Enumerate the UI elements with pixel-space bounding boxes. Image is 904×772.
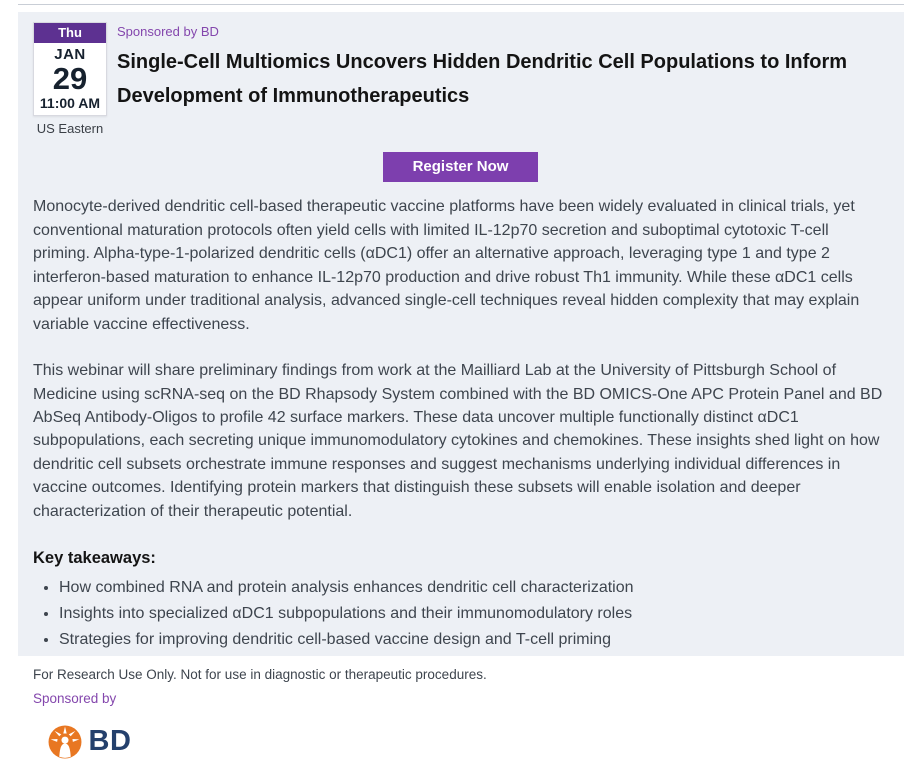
title-column [117, 22, 888, 114]
research-use-disclaimer: For Research Use Only. Not for use in diagnostic or therapeutic procedures. [33, 667, 888, 682]
description-paragraph-2: This webinar will share preliminary findings from work at the Mailliard Lab at the University of Pittsburgh School of Medicine using scRNA-seq on the BD Rhapsody System combined with the BD OMICS-One APC Protein Panel and BD AbSeq Antibody-Oligos to profile 42 surface markers. These data uncover multiple functionally distinct αDC1 subpopulations, each secreting unique immunomodulatory cytokines and chemokines. These insights shed light on how dendritic cell subsets orchestrate immune responses and suggest mechanisms underlying individual differences in vaccine outcomes. Identifying protein markers that distinguish these subsets will enable isolation and deeper characterization of their therapeutic potential. [33, 359, 888, 523]
top-divider [18, 4, 904, 5]
event-date-badge [33, 22, 107, 116]
event-day-number: 29 [34, 64, 106, 93]
webinar-page [18, 12, 904, 656]
event-weekday: Thu [34, 23, 106, 43]
webinar-header [33, 22, 888, 136]
sponsored-by-bd-link[interactable]: Sponsored by BD [117, 24, 219, 39]
event-time: 11:00 AM [34, 93, 106, 115]
webinar-title: Single-Cell Multiomics Uncovers Hidden Dendritic Cell Populations to Inform Development of Immunotherapeutics [117, 45, 888, 114]
register-now-button[interactable]: Register Now [383, 152, 539, 182]
bd-logo-text: BD [89, 725, 132, 758]
sponsored-by-label: Sponsored by [33, 691, 888, 706]
bd-sponsor-logo[interactable] [33, 712, 146, 772]
register-section [33, 152, 888, 182]
takeaway-item: • Insights into specialized αDC1 subpopulations and their immunomodulatory roles [59, 601, 888, 627]
key-takeaways-list [33, 575, 888, 653]
date-column [33, 22, 111, 136]
bd-spark-icon [48, 725, 82, 759]
event-month: JAN [34, 43, 106, 63]
key-takeaways-heading: Key takeaways: [33, 549, 888, 568]
takeaway-item: • How combined RNA and protein analysis enhances dendritic cell characterization [59, 575, 888, 601]
event-timezone: US Eastern [33, 121, 107, 136]
takeaway-item: • Strategies for improving dendritic cell-based vaccine design and T-cell priming [59, 627, 888, 653]
description-paragraph-1: Monocyte-derived dendritic cell-based therapeutic vaccine platforms have been widely evaluated in clinical trials, yet conventional maturation protocols often yield cells with limited IL-12p70 secretion and suboptimal cytotoxic T-cell priming. Alpha-type-1-polarized dendritic cells (αDC1) offer an alternative approach, leveraging type 1 and type 2 interferon-based maturation to enhance IL-12p70 production and drive robust Th1 immunity. While these αDC1 cells appear uniform under traditional analysis, advanced single-cell techniques reveal hidden complexity that may explain variable vaccine effectiveness. [33, 195, 888, 336]
